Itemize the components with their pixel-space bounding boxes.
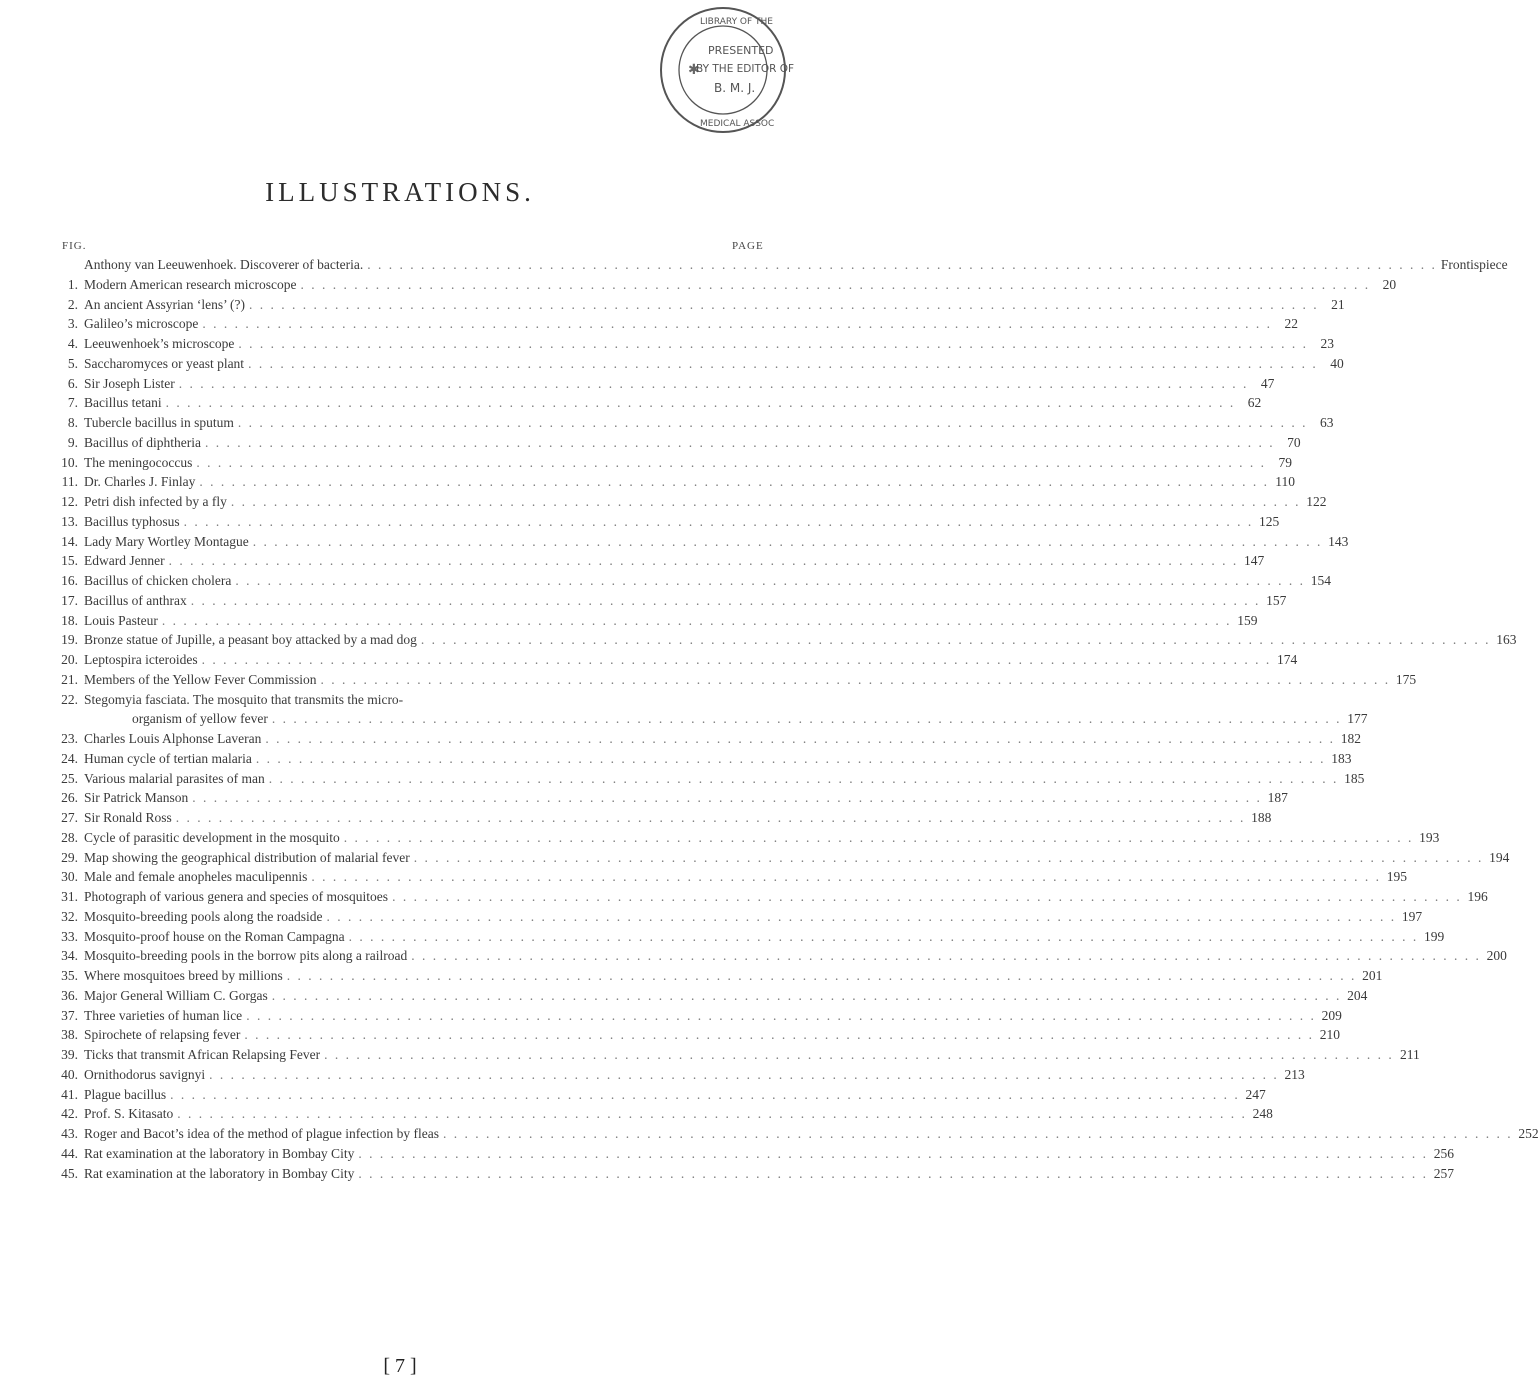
illustration-entry (60, 591, 1287, 611)
page-ref: 252 (1518, 1126, 1539, 1141)
leader-dots (392, 887, 1462, 907)
figure-title: Saccharomyces or yeast plant (84, 355, 245, 371)
illustration-entry (60, 927, 1445, 947)
page-ref: 47 (1260, 375, 1275, 391)
figure-number: 3. (67, 316, 78, 332)
page-ref: 256 (1433, 1145, 1454, 1161)
page-ref: 122 (1306, 494, 1327, 509)
page-ref: 201 (1362, 968, 1383, 983)
page-ref: 187 (1267, 790, 1288, 806)
illustration-entry (60, 1006, 1342, 1026)
leader-dots (358, 1144, 1428, 1164)
figure-title: Bacillus of diphtheria (84, 434, 201, 450)
illustration-entry (60, 1124, 1539, 1144)
figure-title: Photograph of various genera and species of mosquitoes (84, 889, 389, 904)
leader-dots (238, 413, 1308, 433)
fig-column-header: FIG. (62, 240, 87, 252)
leader-dots (301, 275, 1371, 295)
illustration-entry (60, 551, 1265, 571)
page-number: [ 7 ] (383, 1355, 417, 1377)
figure-number: 38. (61, 1027, 78, 1043)
library-stamp (648, 0, 798, 150)
figure-title: Sir Ronald Ross (84, 810, 172, 825)
figure-title: Leeuwenhoek’s microscope (84, 336, 235, 351)
figure-number: 41. (61, 1086, 78, 1102)
illustrations-list (60, 255, 1539, 1183)
leader-dots (421, 630, 1491, 650)
figure-number: 13. (61, 513, 78, 529)
figure-title: An ancient Assyrian ‘lens’ (?) (84, 296, 245, 312)
leader-dots (166, 393, 1236, 413)
stamp-line-bottom: MEDICAL ASSOC (700, 119, 775, 129)
page-ref: 175 (1395, 671, 1417, 687)
page-ref: 182 (1340, 731, 1361, 746)
page-ref: 193 (1419, 829, 1440, 845)
figure-title: Bacillus typhosus (84, 513, 180, 529)
figure-number: 27. (61, 810, 78, 825)
page-ref: 63 (1320, 415, 1334, 430)
page-ref: 23 (1320, 336, 1334, 351)
illustration-entry (60, 453, 1292, 473)
figure-title: Anthony van Leeuwenhoek. Discoverer of bacteria. (84, 257, 364, 272)
leader-dots (414, 848, 1484, 868)
figure-title: Louis Pasteur (84, 612, 158, 628)
figure-title: Charles Louis Alphonse Laveran (84, 731, 262, 746)
figure-title: Spirochete of relapsing fever (84, 1027, 241, 1043)
illustration-entry (60, 472, 1295, 492)
illustration-entry (60, 650, 1298, 670)
figure-number: 32. (61, 908, 78, 924)
page-ref: 209 (1321, 1007, 1342, 1023)
figure-number: 7. (67, 395, 78, 411)
stamp-line-presented: PRESENTED (708, 44, 774, 57)
illustration-entry (60, 354, 1344, 374)
figure-number: 5. (67, 355, 78, 371)
page-ref: 185 (1344, 770, 1365, 786)
figure-number: 21. (61, 671, 78, 687)
leader-dots (326, 907, 1396, 927)
figure-number: 23. (61, 731, 78, 746)
figure-title: Rat examination at the laboratory in Bombay City (84, 1145, 355, 1161)
illustration-entry (60, 848, 1510, 868)
figure-number: 10. (61, 454, 78, 470)
page-ref: 70 (1287, 434, 1301, 450)
leader-dots (231, 492, 1301, 512)
leader-dots (209, 1065, 1279, 1085)
figure-number: 14. (61, 533, 78, 549)
illustration-entry (60, 512, 1280, 532)
leader-dots (443, 1124, 1513, 1144)
illustration-entry (60, 966, 1383, 986)
leader-dots (321, 670, 1391, 690)
illustration-entry (60, 1025, 1340, 1045)
leader-dots (358, 1164, 1428, 1184)
leader-dots (179, 374, 1249, 394)
illustration-entry (60, 255, 1508, 275)
illustration-entry (60, 334, 1334, 354)
figure-title: Map showing the geographical distribution of malarial fever (84, 849, 410, 865)
page-ref: 40 (1330, 355, 1344, 371)
figure-number: 2. (67, 296, 78, 312)
figure-title: Sir Patrick Manson (84, 790, 189, 806)
illustration-entry (60, 788, 1288, 808)
figure-title: Roger and Bacot’s idea of the method of plague infection by fleas (84, 1126, 440, 1141)
figure-number: 25. (61, 770, 78, 786)
leader-dots (269, 769, 1339, 789)
figure-title: Lady Mary Wortley Montague (84, 533, 249, 549)
figure-title: Three varieties of human lice (84, 1007, 243, 1023)
leader-dots (265, 729, 1335, 749)
figure-number: 44. (61, 1145, 78, 1161)
illustration-entry (60, 986, 1368, 1006)
illustration-entry (60, 749, 1352, 769)
figure-title: Mosquito-proof house on the Roman Campagna (84, 928, 345, 944)
illustration-entry (60, 887, 1488, 907)
page-ref: 125 (1259, 513, 1280, 529)
page-ref: 211 (1399, 1047, 1420, 1062)
figure-title: Bacillus of chicken cholera (84, 573, 232, 588)
figure-number: 39. (61, 1047, 78, 1062)
page-ref: 21 (1331, 296, 1345, 312)
leader-dots (202, 650, 1272, 670)
figure-title: Dr. Charles J. Finlay (84, 474, 196, 490)
page-heading: ILLUSTRATIONS. (265, 177, 535, 207)
figure-number: 42. (61, 1106, 78, 1122)
figure-title: Ticks that transmit African Relapsing Fever (84, 1047, 321, 1062)
leader-dots (177, 1104, 1247, 1124)
leader-dots (249, 295, 1319, 315)
leader-dots (349, 927, 1419, 947)
page-ref: 195 (1386, 869, 1408, 885)
illustration-entry (60, 532, 1349, 552)
page-ref: Frontispiece (1440, 257, 1508, 272)
illustration-entry (60, 946, 1507, 966)
illustration-entry (60, 828, 1440, 848)
figure-number: 30. (61, 869, 78, 885)
illustration-entry (60, 314, 1298, 334)
illustration-entry (60, 433, 1301, 453)
illustration-entry (60, 907, 1423, 927)
page-ref: 213 (1284, 1066, 1305, 1082)
page-ref: 154 (1310, 573, 1331, 588)
figure-title: Bronze statue of Jupille, a peasant boy attacked by a mad dog (84, 632, 417, 648)
illustration-entry (60, 729, 1361, 749)
leader-dots (344, 828, 1414, 848)
figure-title: Stegomyia fasciata. The mosquito that transmits the micro- (84, 691, 404, 707)
figure-title: Sir Joseph Lister (84, 375, 175, 391)
page-ref: 147 (1243, 553, 1265, 569)
illustration-entry (60, 808, 1272, 828)
leader-dots (169, 551, 1239, 571)
figure-number: 22. (61, 691, 78, 707)
figure-number: 19. (61, 632, 78, 648)
page-ref: 194 (1489, 849, 1510, 865)
figure-number: 16. (61, 573, 78, 588)
svg-text:✱: ✱ (688, 62, 700, 78)
stamp-line-bmj: B. M. J. (714, 81, 756, 95)
figure-number: 34. (61, 948, 78, 964)
figure-title: Mosquito-breeding pools along the roadside (84, 908, 323, 924)
figure-title: Rat examination at the laboratory in Bombay City (84, 1165, 355, 1181)
figure-number: 31. (61, 889, 78, 904)
stamp-line-editor: BY THE EDITOR OF (696, 63, 795, 75)
leader-dots (411, 946, 1481, 966)
figure-title: Tubercle bacillus in sputum (84, 415, 234, 430)
leader-dots (191, 591, 1261, 611)
figure-title: Edward Jenner (84, 553, 165, 569)
figure-title: Plague bacillus (84, 1086, 167, 1102)
illustration-entry (60, 275, 1397, 295)
leader-dots (162, 611, 1232, 631)
page-ref: 199 (1423, 928, 1445, 944)
figure-title: Ornithodorus savignyi (84, 1066, 206, 1082)
illustration-entry (60, 611, 1258, 631)
page-ref: 62 (1247, 395, 1262, 411)
page-ref: 200 (1486, 948, 1507, 964)
page-ref: 183 (1331, 750, 1352, 766)
leader-dots (367, 255, 1437, 275)
figure-number: 1. (67, 276, 78, 292)
page-ref: 210 (1319, 1027, 1340, 1043)
leader-dots (256, 749, 1326, 769)
figure-title: Bacillus of anthrax (84, 592, 187, 608)
figure-title: Major General William C. Gorgas (84, 987, 268, 1003)
figure-title: Bacillus tetani (84, 395, 162, 411)
illustration-entry (60, 1085, 1266, 1105)
leader-dots (287, 966, 1357, 986)
figure-title: Human cycle of tertian malaria (84, 750, 252, 766)
page-ref: 197 (1401, 908, 1423, 924)
leader-dots (205, 433, 1275, 453)
figure-number: 45. (61, 1165, 78, 1181)
illustration-entry (60, 374, 1275, 394)
figure-title: Mosquito-breeding pools in the borrow pits along a railroad (84, 948, 408, 964)
stamp-line-top: LIBRARY OF THE (700, 17, 773, 27)
figure-title: Prof. S. Kitasato (84, 1106, 174, 1122)
leader-dots (176, 808, 1246, 828)
figure-number: 6. (67, 375, 78, 391)
page-column-header: PAGE (732, 240, 764, 252)
illustration-entry (60, 1045, 1420, 1065)
page-ref: 174 (1276, 652, 1298, 667)
illustration-entry (60, 1104, 1273, 1124)
page-ref: 204 (1347, 987, 1368, 1003)
illustration-entry (60, 1164, 1454, 1184)
page-ref: 22 (1284, 316, 1298, 332)
figure-title: Leptospira icteroides (84, 652, 198, 667)
figure-title: The meningococcus (84, 454, 193, 470)
page-ref: 157 (1266, 592, 1287, 608)
page-ref: 188 (1251, 810, 1272, 825)
figure-number: 28. (61, 829, 78, 845)
page-ref: 20 (1382, 276, 1397, 292)
leader-dots (253, 532, 1323, 552)
figure-number: 12. (61, 494, 78, 509)
figure-number: 17. (61, 592, 78, 608)
leader-dots (248, 354, 1318, 374)
page-ref: 257 (1433, 1165, 1454, 1181)
page-ref: 159 (1237, 612, 1258, 628)
figure-title: Where mosquitoes breed by millions (84, 968, 283, 983)
illustration-entry (60, 393, 1262, 413)
leader-dots (246, 1006, 1316, 1026)
figure-number: 29. (61, 849, 78, 865)
figure-number: 20. (61, 652, 78, 667)
illustration-entry (60, 630, 1517, 650)
figure-number: 37. (61, 1007, 78, 1023)
leader-dots (238, 334, 1308, 354)
illustration-entry (60, 867, 1408, 887)
leader-dots (202, 314, 1272, 334)
leader-dots (170, 1085, 1240, 1105)
figure-number: 43. (61, 1126, 78, 1141)
leader-dots (196, 453, 1266, 473)
figure-number: 24. (61, 750, 78, 766)
figure-number: 26. (61, 790, 78, 806)
figure-number: 15. (61, 553, 78, 569)
figure-number: 35. (61, 968, 78, 983)
figure-number: 33. (61, 928, 78, 944)
leader-dots (272, 709, 1342, 729)
figure-title: Modern American research microscope (84, 276, 297, 292)
page-ref: 143 (1328, 533, 1349, 549)
leader-dots (235, 571, 1305, 591)
leader-dots (324, 1045, 1394, 1065)
leader-dots (184, 512, 1254, 532)
figure-title: Members of the Yellow Fever Commission (84, 671, 317, 687)
leader-dots (272, 986, 1342, 1006)
figure-title: Male and female anopheles maculipennis (84, 869, 308, 885)
figure-number: 36. (61, 987, 78, 1003)
figure-title: Galileo’s microscope (84, 316, 199, 332)
figure-title: Cycle of parasitic development in the mosquito (84, 829, 340, 845)
illustration-entry (60, 295, 1345, 315)
illustration-entry (60, 769, 1365, 789)
illustration-entry (60, 1144, 1454, 1164)
page-ref: 247 (1245, 1086, 1266, 1102)
figure-title: organism of yellow fever (132, 711, 268, 727)
figure-number: 4. (67, 336, 78, 351)
illustration-entry (60, 571, 1331, 591)
illustration-entry (60, 709, 1368, 729)
leader-dots (192, 788, 1262, 808)
page-ref: 196 (1467, 889, 1488, 904)
leader-dots (311, 867, 1381, 887)
leader-dots (199, 472, 1269, 492)
figure-title: Petri dish infected by a fly (84, 494, 227, 509)
figure-number: 11. (61, 474, 78, 490)
page-ref: 177 (1347, 711, 1368, 727)
leader-dots (244, 1025, 1314, 1045)
illustration-entry (60, 690, 760, 710)
figure-number: 40. (61, 1066, 78, 1082)
figure-number: 9. (67, 434, 78, 450)
figure-number: 18. (61, 612, 78, 628)
illustration-entry (60, 670, 1417, 690)
page-ref: 163 (1496, 632, 1517, 648)
illustration-entry (60, 492, 1327, 512)
figure-title: Various malarial parasites of man (84, 770, 265, 786)
page-ref: 110 (1275, 474, 1295, 490)
figure-number: 8. (67, 415, 78, 430)
page-ref: 248 (1252, 1106, 1273, 1122)
page-ref: 79 (1278, 454, 1292, 470)
illustration-entry (60, 1065, 1305, 1085)
illustration-entry (60, 413, 1334, 433)
